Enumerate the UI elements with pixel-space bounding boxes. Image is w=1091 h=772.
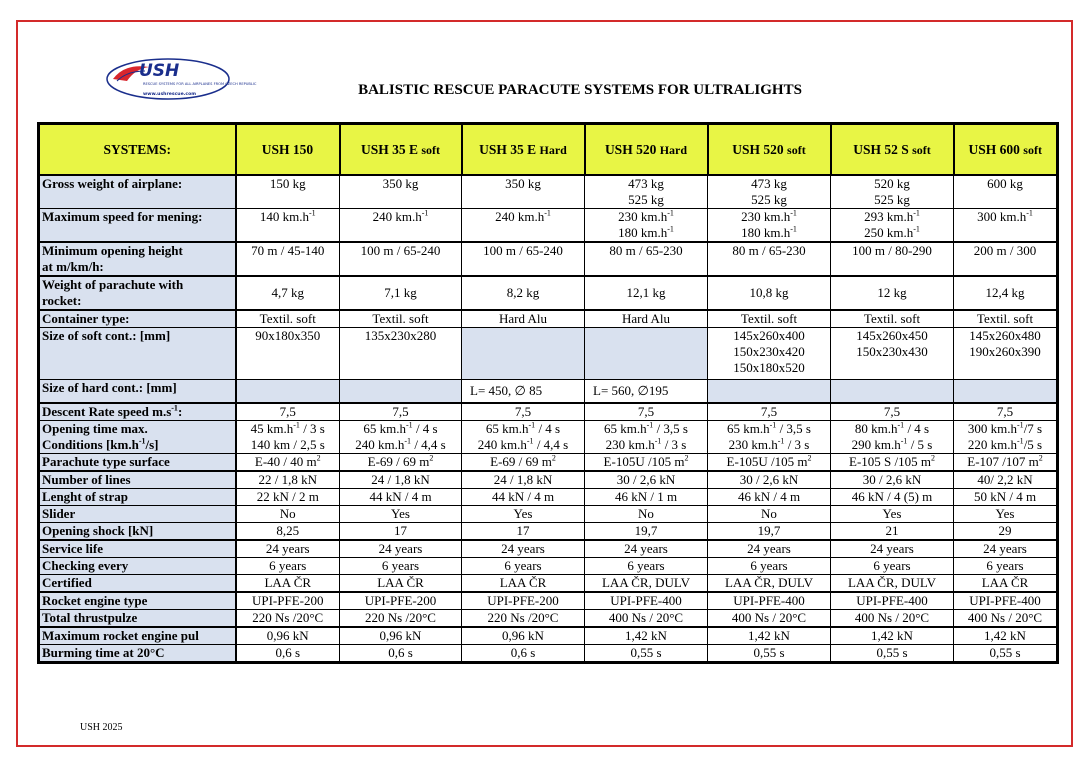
- value-cell: 220 Ns /20°C: [462, 610, 585, 628]
- value-cell: UPI-PFE-200: [462, 592, 585, 610]
- value-cell: 0,6 s: [462, 645, 585, 663]
- value-cell: E-40 / 40 $m^2$: [236, 454, 340, 472]
- row-label: Slider: [39, 506, 236, 523]
- value-cell: E-105U /105 $m^2$: [585, 454, 708, 472]
- row-label: Certified: [39, 575, 236, 593]
- value-cell: 8,25: [236, 523, 340, 541]
- header-row: [39, 124, 1058, 176]
- value-cell: 6 years: [708, 558, 831, 575]
- value-cell: 240 $km.h^{-1}$: [340, 209, 462, 243]
- value-cell: 22 kN / 2 m: [236, 489, 340, 506]
- value-cell: 7,5: [585, 403, 708, 421]
- column-header: USH 520 Hard: [585, 124, 708, 176]
- value-cell: 0,96 kN: [236, 627, 340, 645]
- value-cell: Hard Alu: [585, 310, 708, 328]
- value-cell: 230 $km.h^{-1}$ 180 $km.h^{-1}$: [708, 209, 831, 243]
- value-cell: 7,1 kg: [340, 276, 462, 310]
- row-label: Size of soft cont.: [mm]: [39, 328, 236, 380]
- value-cell: 65 $km.h^{-1} / 3,5$ s 230 $km.h^{-1} / 3$ s: [708, 421, 831, 454]
- value-cell: L= 450, ∅ 85: [462, 380, 585, 404]
- value-cell: LAA ČR, DULV: [585, 575, 708, 593]
- value-cell: 80 m / 65-230: [708, 242, 831, 276]
- value-cell: 8,2 kg: [462, 276, 585, 310]
- row-rocket: [39, 592, 1058, 610]
- row-label: Checking every: [39, 558, 236, 575]
- value-cell: 7,5: [954, 403, 1058, 421]
- value-cell: [954, 380, 1058, 404]
- value-cell: 145x260x480 190x260x390: [954, 328, 1058, 380]
- column-header: USH 35 E soft: [340, 124, 462, 176]
- value-cell: No: [585, 506, 708, 523]
- value-cell: 0,96 kN: [340, 627, 462, 645]
- value-cell: 24 years: [236, 540, 340, 558]
- row-service: [39, 540, 1058, 558]
- value-cell: LAA ČR: [236, 575, 340, 593]
- value-cell: Textil. soft: [954, 310, 1058, 328]
- row-label: Parachute type surface: [39, 454, 236, 472]
- value-cell: 24 years: [340, 540, 462, 558]
- value-cell: [585, 328, 708, 380]
- row-descent: [39, 403, 1058, 421]
- value-cell: 17: [462, 523, 585, 541]
- value-cell: 30 / 2,6 kN: [585, 471, 708, 489]
- value-cell: 46 kN / 4 (5) m: [831, 489, 954, 506]
- value-cell: E-105U /105 $m^2$: [708, 454, 831, 472]
- value-cell: 46 kN / 1 m: [585, 489, 708, 506]
- value-cell: 12,4 kg: [954, 276, 1058, 310]
- row-label: Opening time max. Conditions $[km.h^{-1}/s]$: [39, 421, 236, 454]
- value-cell: Yes: [340, 506, 462, 523]
- row-gross-weight: [39, 175, 1058, 209]
- value-cell: 100 m / 65-240: [462, 242, 585, 276]
- value-cell: Yes: [831, 506, 954, 523]
- row-surface: [39, 454, 1058, 472]
- value-cell: 65 $km.h^{-1} / 3,5$ s 230 $km.h^{-1} / 3$ s: [585, 421, 708, 454]
- value-cell: 45 $km.h^{-1} / 3$ s 140 km / 2,5 s: [236, 421, 340, 454]
- value-cell: 30 / 2,6 kN: [831, 471, 954, 489]
- value-cell: 80 $km.h^{-1} / 4$ s 290 $km.h^{-1} / 5$ s: [831, 421, 954, 454]
- value-cell: [462, 328, 585, 380]
- row-burn: [39, 645, 1058, 663]
- value-cell: 7,5: [831, 403, 954, 421]
- row-soft-size: [39, 328, 1058, 380]
- value-cell: 473 kg 525 kg: [708, 175, 831, 209]
- row-label: Service life: [39, 540, 236, 558]
- value-cell: 0,55 s: [708, 645, 831, 663]
- value-cell: 19,7: [585, 523, 708, 541]
- logo-subtitle: RESCUE SYSTEMS FOR ALL AIRPLANES FROM CZECH REPUBLIC: [143, 82, 257, 86]
- row-label: Weight of parachute with rocket:: [39, 276, 236, 310]
- value-cell: 150 kg: [236, 175, 340, 209]
- value-cell: Textil. soft: [236, 310, 340, 328]
- value-cell: LAA ČR, DULV: [708, 575, 831, 593]
- value-cell: 46 kN / 4 m: [708, 489, 831, 506]
- value-cell: 300 $km.h^{-1}$: [954, 209, 1058, 243]
- row-label: Minimum opening height at m/km/h:: [39, 242, 236, 276]
- value-cell: 220 Ns /20°C: [340, 610, 462, 628]
- value-cell: 24 years: [954, 540, 1058, 558]
- page-title: BALISTIC RESCUE PARACUTE SYSTEMS FOR ULTRALIGHTS: [358, 82, 802, 98]
- value-cell: 400 Ns / 20°C: [708, 610, 831, 628]
- row-label: Opening shock [kN]: [39, 523, 236, 541]
- value-cell: No: [236, 506, 340, 523]
- ush-logo: [105, 57, 257, 101]
- value-cell: 6 years: [236, 558, 340, 575]
- value-cell: 1,42 kN: [708, 627, 831, 645]
- value-cell: [236, 380, 340, 404]
- row-label: Gross weight of airplane:: [39, 175, 236, 209]
- value-cell: 80 m / 65-230: [585, 242, 708, 276]
- value-cell: 600 kg: [954, 175, 1058, 209]
- row-label: Lenght of strap: [39, 489, 236, 506]
- value-cell: [708, 380, 831, 404]
- row-label: Total thrustpulze: [39, 610, 236, 628]
- row-label: Burming time at 20°C: [39, 645, 236, 663]
- row-max-rocket: [39, 627, 1058, 645]
- column-header: USH 35 E Hard: [462, 124, 585, 176]
- row-certified: [39, 575, 1058, 593]
- value-cell: 300 $km.h^{-1}/7$ s 220 $km.h^{-1}/5$ s: [954, 421, 1058, 454]
- value-cell: 24 years: [585, 540, 708, 558]
- value-cell: 100 m / 80-290: [831, 242, 954, 276]
- specs-table: [37, 122, 1059, 664]
- value-cell: 0,55 s: [585, 645, 708, 663]
- value-cell: 22 / 1,8 kN: [236, 471, 340, 489]
- column-header: USH 520 soft: [708, 124, 831, 176]
- value-cell: 50 kN / 4 m: [954, 489, 1058, 506]
- row-slider: [39, 506, 1058, 523]
- row-thrust: [39, 610, 1058, 628]
- value-cell: 12 kg: [831, 276, 954, 310]
- value-cell: [340, 380, 462, 404]
- value-cell: 7,5: [340, 403, 462, 421]
- value-cell: 21: [831, 523, 954, 541]
- footer-text: USH 2025: [80, 722, 123, 733]
- table-body: [39, 175, 1058, 663]
- value-cell: LAA ČR, DULV: [831, 575, 954, 593]
- row-label: Container type:: [39, 310, 236, 328]
- value-cell: 400 Ns / 20°C: [585, 610, 708, 628]
- value-cell: 6 years: [585, 558, 708, 575]
- value-cell: 520 kg 525 kg: [831, 175, 954, 209]
- row-label: Maximum rocket engine pul: [39, 627, 236, 645]
- value-cell: 350 kg: [462, 175, 585, 209]
- value-cell: LAA ČR: [954, 575, 1058, 593]
- row-shock: [39, 523, 1058, 541]
- value-cell: 44 kN / 4 m: [462, 489, 585, 506]
- value-cell: LAA ČR: [462, 575, 585, 593]
- value-cell: 1,42 kN: [585, 627, 708, 645]
- value-cell: 29: [954, 523, 1058, 541]
- value-cell: Textil. soft: [340, 310, 462, 328]
- value-cell: 24 years: [831, 540, 954, 558]
- value-cell: 240 $km.h^{-1}$: [462, 209, 585, 243]
- logo-text: USH: [139, 61, 180, 81]
- value-cell: 70 m / 45-140: [236, 242, 340, 276]
- value-cell: 7,5: [708, 403, 831, 421]
- value-cell: [831, 380, 954, 404]
- value-cell: UPI-PFE-200: [340, 592, 462, 610]
- value-cell: No: [708, 506, 831, 523]
- value-cell: 24 / 1,8 kN: [462, 471, 585, 489]
- row-hard-size: [39, 380, 1058, 404]
- column-header: USH 52 S soft: [831, 124, 954, 176]
- value-cell: 19,7: [708, 523, 831, 541]
- value-cell: 0,55 s: [831, 645, 954, 663]
- value-cell: 40/ 2,2 kN: [954, 471, 1058, 489]
- value-cell: 350 kg: [340, 175, 462, 209]
- value-cell: UPI-PFE-400: [954, 592, 1058, 610]
- value-cell: E-69 / 69 $m^2$: [462, 454, 585, 472]
- value-cell: 400 Ns / 20°C: [831, 610, 954, 628]
- value-cell: 100 m / 65-240: [340, 242, 462, 276]
- value-cell: 24 / 1,8 kN: [340, 471, 462, 489]
- row-strap: [39, 489, 1058, 506]
- row-opening-time: [39, 421, 1058, 454]
- row-weight-chute: [39, 276, 1058, 310]
- value-cell: Textil. soft: [831, 310, 954, 328]
- systems-header: SYSTEMS:: [39, 124, 236, 176]
- value-cell: 0,96 kN: [462, 627, 585, 645]
- value-cell: 0,55 s: [954, 645, 1058, 663]
- value-cell: E-69 / 69 $m^2$: [340, 454, 462, 472]
- value-cell: 6 years: [954, 558, 1058, 575]
- row-checking: [39, 558, 1058, 575]
- value-cell: Textil. soft: [708, 310, 831, 328]
- value-cell: 293 $km.h^{-1}$ 250 $km.h^{-1}$: [831, 209, 954, 243]
- row-label: Rocket engine type: [39, 592, 236, 610]
- value-cell: 0,6 s: [340, 645, 462, 663]
- row-label: Descent Rate speed $m.s^{-1}$:: [39, 403, 236, 421]
- value-cell: 145x260x450 150x230x430: [831, 328, 954, 380]
- value-cell: 400 Ns / 20°C: [954, 610, 1058, 628]
- value-cell: E-107 /107 $m^2$: [954, 454, 1058, 472]
- row-min-height: [39, 242, 1058, 276]
- value-cell: LAA ČR: [340, 575, 462, 593]
- value-cell: 44 kN / 4 m: [340, 489, 462, 506]
- value-cell: 17: [340, 523, 462, 541]
- row-lines: [39, 471, 1058, 489]
- value-cell: UPI-PFE-200: [236, 592, 340, 610]
- value-cell: 6 years: [340, 558, 462, 575]
- value-cell: 6 years: [831, 558, 954, 575]
- svg-text:RESCUE SYSTEMS FOR ALL AIRPLAN: [143, 82, 257, 86]
- value-cell: 24 years: [708, 540, 831, 558]
- value-cell: 10,8 kg: [708, 276, 831, 310]
- value-cell: 230 $km.h^{-1}$ 180 $km.h^{-1}$: [585, 209, 708, 243]
- value-cell: Yes: [462, 506, 585, 523]
- value-cell: L= 560, ∅195: [585, 380, 708, 404]
- row-label: Number of lines: [39, 471, 236, 489]
- value-cell: 145x260x400 150x230x420 150x180x520: [708, 328, 831, 380]
- column-header: USH 150: [236, 124, 340, 176]
- value-cell: 6 years: [462, 558, 585, 575]
- value-cell: 12,1 kg: [585, 276, 708, 310]
- value-cell: 220 Ns /20°C: [236, 610, 340, 628]
- value-cell: UPI-PFE-400: [831, 592, 954, 610]
- value-cell: 1,42 kN: [831, 627, 954, 645]
- row-container: [39, 310, 1058, 328]
- value-cell: 24 years: [462, 540, 585, 558]
- value-cell: 7,5: [462, 403, 585, 421]
- value-cell: 1,42 kN: [954, 627, 1058, 645]
- value-cell: 140 $km.h^{-1}$: [236, 209, 340, 243]
- value-cell: 0,6 s: [236, 645, 340, 663]
- value-cell: 30 / 2,6 kN: [708, 471, 831, 489]
- value-cell: 200 m / 300: [954, 242, 1058, 276]
- value-cell: Yes: [954, 506, 1058, 523]
- value-cell: UPI-PFE-400: [585, 592, 708, 610]
- value-cell: UPI-PFE-400: [708, 592, 831, 610]
- value-cell: 65 $km.h^{-1} / 4$ s 240 $km.h^{-1} / 4,4$ s: [462, 421, 585, 454]
- column-header: USH 600 soft: [954, 124, 1058, 176]
- value-cell: 65 $km.h^{-1} / 4$ s 240 $km.h^{-1} / 4,4$ s: [340, 421, 462, 454]
- row-max-speed: [39, 209, 1058, 243]
- value-cell: 7,5: [236, 403, 340, 421]
- logo-url: www.ushrescue.com: [143, 92, 197, 97]
- value-cell: 4,7 kg: [236, 276, 340, 310]
- value-cell: 473 kg 525 kg: [585, 175, 708, 209]
- value-cell: 90x180x350: [236, 328, 340, 380]
- value-cell: 135x230x280: [340, 328, 462, 380]
- value-cell: Hard Alu: [462, 310, 585, 328]
- row-label: Size of hard cont.: [mm]: [39, 380, 236, 404]
- row-label: Maximum speed for mening:: [39, 209, 236, 243]
- value-cell: E-105 S /105 $m^2$: [831, 454, 954, 472]
